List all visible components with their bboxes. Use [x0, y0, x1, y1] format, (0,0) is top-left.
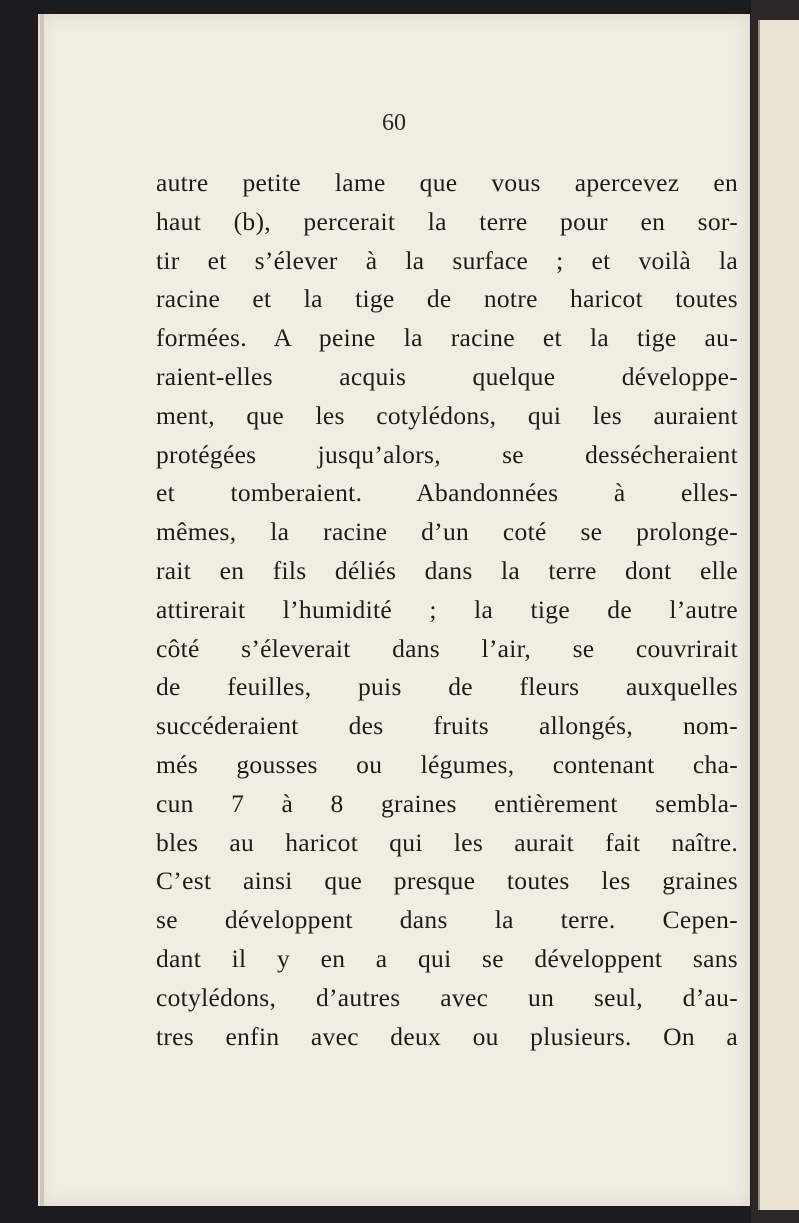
text-line: autre petite lame que vous apercevez en — [156, 168, 738, 197]
text-line: mêmes, la racine d’un coté se prolonge- — [156, 517, 738, 547]
text-line: raient-elles acquis quelque développe- — [156, 361, 738, 391]
text-line: cotylédons, d’autres avec un seul, d’au- — [156, 982, 738, 1012]
text-line: côté s’éleverait dans l’air, se couvrirait — [156, 633, 738, 663]
page-gutter-edge — [40, 14, 44, 1206]
text-line: racine et la tige de notre haricot toutes — [156, 284, 738, 314]
page-sheet — [38, 14, 750, 1206]
text-line: de feuilles, puis de fleurs auxquelles — [156, 672, 738, 702]
text-line: protégées jusqu’alors, se dessécheraient — [156, 439, 738, 469]
text-line: bles au haricot qui les aurait fait naître. — [156, 827, 738, 857]
text-line: attirerait l’humidité ; la tige de l’autre — [156, 594, 738, 624]
next-page-edge — [758, 20, 799, 1210]
text-line: dant il y en a qui se développent sans — [156, 943, 738, 973]
text-line: haut (b), percerait la terre pour en sor- — [156, 206, 738, 236]
text-line: més gousses ou légumes, contenant cha- — [156, 749, 738, 779]
text-line: tir et s’élever à la surface ; et voilà la — [156, 245, 738, 275]
text-line: C’est ainsi que presque toutes les graines — [156, 866, 738, 896]
text-line: succéderaient des fruits allongés, nom- — [156, 711, 738, 741]
text-line: ment, que les cotylédons, qui les auraient — [156, 400, 738, 430]
body-text — [156, 164, 738, 1056]
text-line: rait en fils déliés dans la terre dont elle — [156, 555, 738, 585]
text-line: et tomberaient. Abandonnées à elles- — [156, 478, 738, 508]
text-line: formées. A peine la racine et la tige au- — [156, 323, 738, 353]
text-line: cun 7 à 8 graines entièrement sembla- — [156, 788, 738, 818]
text-line: se développent dans la terre. Cepen- — [156, 905, 738, 935]
text-line: tres enfin avec deux ou plusieurs. On a — [156, 1021, 738, 1051]
page-number: 60 — [382, 110, 406, 136]
